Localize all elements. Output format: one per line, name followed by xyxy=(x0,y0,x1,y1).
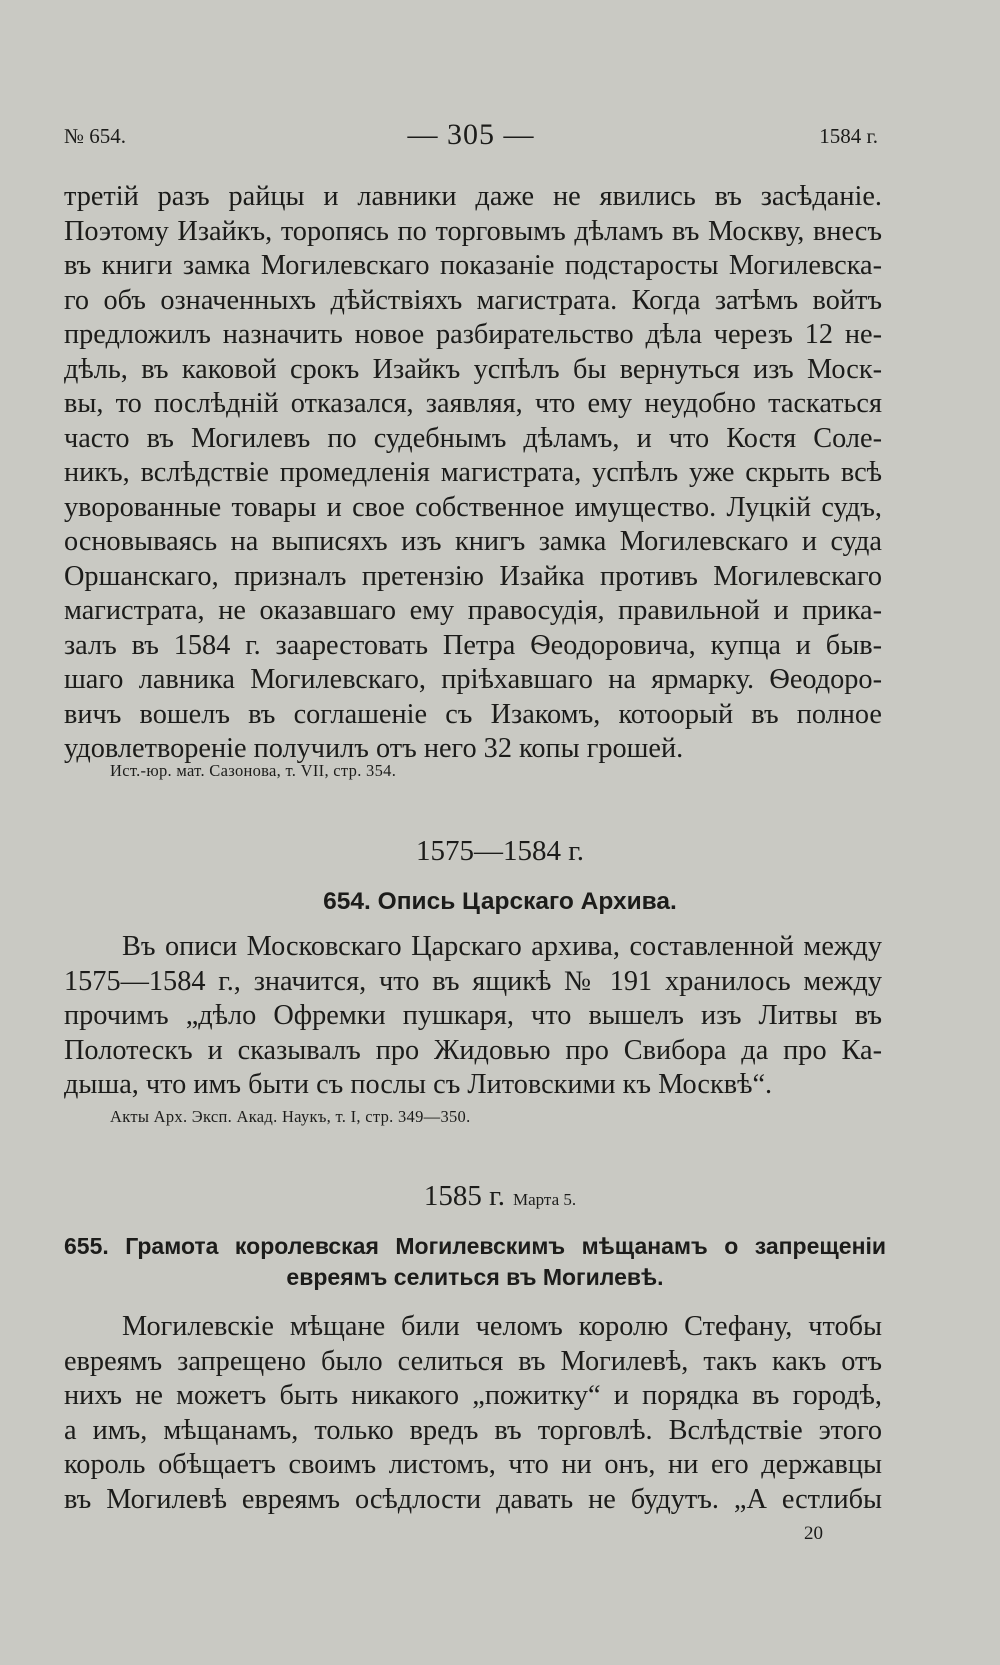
document-number: № 654. xyxy=(64,124,127,148)
section-date: 1575—1584 г. xyxy=(415,835,585,867)
text-line: король обѣщаетъ своимъ листомъ, что ни онъ, ни его державцы xyxy=(64,1449,882,1480)
heading-line: евреямъ селиться въ Могилевѣ. xyxy=(286,1264,664,1290)
text-line: евреямъ запрещено было селиться въ Могилевѣ, такъ какъ отъ xyxy=(64,1345,882,1377)
continued-paragraph xyxy=(64,180,882,767)
section-heading: 654. Опись Царскаго Архива. xyxy=(323,888,677,915)
heading-line: 655. Грамота королевская Могилевскимъ мѣщанамъ о запрещеніи xyxy=(64,1233,886,1259)
text-line: въ Могилевѣ евреямъ осѣдлости давать не будутъ. „А естлибы xyxy=(64,1483,882,1515)
text-line: Поэтому Изайкъ, торопясь по торговымъ дѣламъ въ Москву, внесъ xyxy=(64,215,882,247)
text-line: основываясь на выписяхъ изъ книгъ замка Могилевскаго и суда xyxy=(64,526,882,557)
header-year: 1584 г. xyxy=(819,124,878,148)
signature-mark: 20 xyxy=(804,1523,823,1544)
text-line: Оршанскаго, призналъ претензію Изайка противъ Могилевскаго xyxy=(64,560,882,592)
text-line: Полотескъ и сказывалъ про Жидовью про Свибора да про Ка- xyxy=(64,1034,882,1066)
section-day: Марта 5. xyxy=(513,1190,577,1209)
text-line: вичъ вошелъ въ соглашеніе съ Изакомъ, котоорый въ полное xyxy=(64,698,882,730)
page-number: — 305 — xyxy=(407,118,535,151)
text-line: часто въ Могилевъ по судебнымъ дѣламъ, и что Костя Соле- xyxy=(64,422,882,454)
source-citation: Акты Арх. Эксп. Акад. Наукъ, т. I, стр. 349—350. xyxy=(110,1107,471,1126)
text-line: въ книги замка Могилевскаго показаніе подстаросты Могилевска- xyxy=(64,250,882,281)
text-line: дѣль, въ каковой срокъ Изайкъ успѣлъ бы вернуться изъ Моск- xyxy=(64,353,882,385)
section-paragraph xyxy=(64,1310,882,1517)
text-line: нихъ не можетъ быть никакого „пожитку“ и порядка въ городѣ, xyxy=(64,1380,882,1411)
text-line: магистрата, не оказавшаго ему правосудія, правильной и прика- xyxy=(64,595,882,626)
text-line: удовлетвореніе получилъ отъ него 32 копы грошей. xyxy=(64,733,684,764)
section-heading xyxy=(64,1231,886,1293)
text-line: уворованные товары и свое собственное имущество. Луцкій судъ, xyxy=(64,491,882,523)
text-line: а имъ, мѣщанамъ, только вредъ въ торговлѣ. Вслѣдствіе этого xyxy=(64,1414,882,1446)
section-year: 1585 г. xyxy=(423,1180,505,1212)
text-line: го объ означенныхъ дѣйствіяхъ магистрата. Когда затѣмъ войтъ xyxy=(64,284,882,316)
page-header xyxy=(64,118,878,158)
text-line: вы, то послѣдній отказался, заявляя, что ему неудобно таскаться xyxy=(64,388,882,419)
text-line: никъ, вслѣдствіе промедленія магистрата, успѣлъ уже скрыть всѣ xyxy=(64,457,882,488)
text-line: шаго лавника Могилевскаго, пріѣхавшаго на ярмарку. Ѳеодоро- xyxy=(64,664,882,695)
text-line: Могилевскіе мѣщане били челомъ королю Стефану, чтобы xyxy=(122,1311,882,1342)
text-line: третій разъ райцы и лавники даже не явились въ засѣданіе. xyxy=(64,181,882,212)
text-line: предложилъ назначить новое разбирательство дѣла черезъ 12 не- xyxy=(64,319,882,350)
section-paragraph xyxy=(64,930,882,1103)
section-date xyxy=(0,1180,1000,1213)
text-line: прочимъ „дѣло Офремки пушкаря, что вышелъ изъ Литвы въ xyxy=(64,1000,882,1031)
source-citation: Ист.-юр. мат. Сазонова, т. VII, стр. 354. xyxy=(110,761,397,780)
text-line: залъ въ 1584 г. заарестовать Петра Ѳеодоровича, купца и быв- xyxy=(64,629,882,661)
text-line: 1575—1584 г., значится, что въ ящикѣ № 191 хранилось между xyxy=(64,965,882,997)
text-line: Въ описи Московскаго Царскаго архива, составленной между xyxy=(122,931,882,962)
text-line: дыша, что имъ быти съ послы съ Литовскими къ Москвѣ“. xyxy=(64,1069,773,1100)
